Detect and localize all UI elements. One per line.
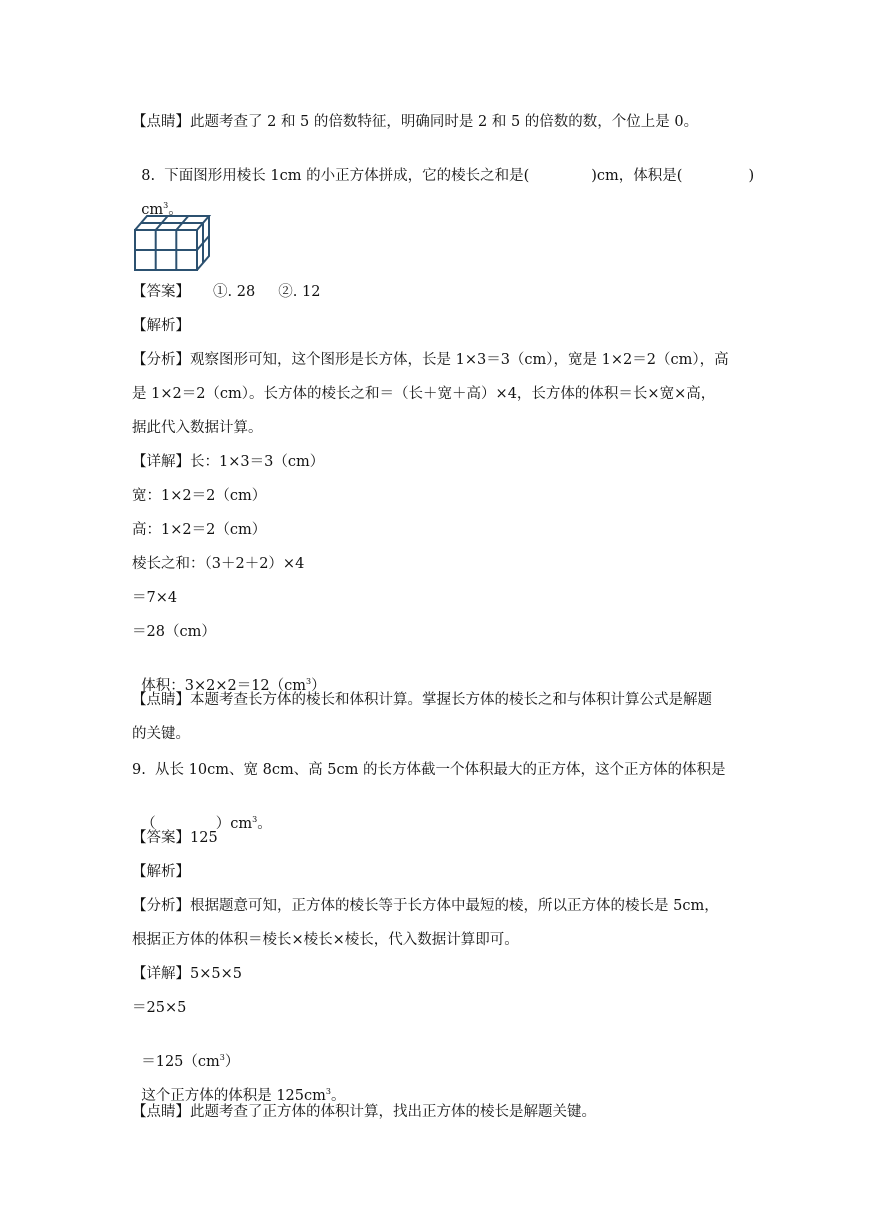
q8-detail-line5: ＝7×4 — [132, 590, 178, 606]
q9-conclusion-text: 这个正方体的体积是 125cm — [141, 1088, 326, 1104]
q9-detail-line2: ＝25×5 — [132, 1000, 187, 1016]
q8-detail-line4: 棱长之和：（3＋2＋2）×4 — [132, 556, 305, 572]
q9-answer: 【答案】125 — [132, 830, 218, 846]
q9-detail-line1: 【详解】5×5×5 — [132, 966, 242, 982]
q9-stem-line1: 9. 从长 10cm、宽 8cm、高 5cm 的长方体截一个体积最大的正方体，这个正方体的体积是 — [132, 762, 726, 778]
q8-volume-close: ） — [311, 678, 326, 694]
q7-tip-line: 【点睛】此题考查了 2 和 5 的倍数特征，明确同时是 2 和 5 的倍数的数，个位上是 0。 — [132, 114, 699, 130]
q8-fenxi-line1: 【分析】观察图形可知，这个图形是长方体，长是 1×3＝3（cm），宽是 1×2＝2（cm），高 — [132, 352, 729, 368]
cuboid-figure — [133, 214, 213, 274]
q8-stem-superscript: 3 — [163, 201, 169, 210]
q8-stem-end: 。 — [168, 202, 183, 218]
q9-fenxi-line2: 根据正方体的体积＝棱长×棱长×棱长，代入数据计算即可。 — [132, 932, 519, 948]
q8-fenxi-line2: 是 1×2＝2（cm）。长方体的棱长之和＝（长＋宽＋高）×4，长方体的体积＝长×宽×高， — [132, 386, 716, 402]
q9-detail-line4 — [132, 1066, 345, 1106]
q8-volume-text: 体积：3×2×2＝12（cm — [141, 678, 307, 694]
q9-stem-end: 。 — [257, 816, 272, 832]
q9-stem-superscript: 3 — [252, 815, 258, 824]
q8-stem-part-a: 8. 下面图形用棱长 1cm 的小正方体拼成，它的棱长之和是( — [141, 168, 530, 184]
q9-analysis-heading: 【解析】 — [132, 864, 190, 880]
q8-tip-line2: 的关键。 — [132, 726, 190, 742]
q8-stem-part-c: ) — [748, 168, 755, 184]
q8-fenxi-line3: 据此代入数据计算。 — [132, 420, 263, 436]
q8-stem-unit: cm — [141, 202, 164, 218]
q8-analysis-heading: 【解析】 — [132, 318, 190, 334]
q8-detail-line6: ＝28（cm） — [132, 624, 216, 640]
q8-detail-line2: 宽：1×2＝2（cm） — [132, 488, 267, 504]
q8-stem-part-b: )cm，体积是( — [591, 168, 683, 184]
q9-result-text: ＝125（cm — [141, 1054, 220, 1070]
q9-result-superscript: 3 — [219, 1053, 225, 1062]
q9-result-close: ） — [224, 1054, 240, 1070]
q8-stem-line1 — [132, 146, 754, 186]
q8-detail-line3: 高：1×2＝2（cm） — [132, 522, 267, 538]
q9-conclusion-end: 。 — [330, 1088, 346, 1104]
q9-stem-open: （ — [141, 816, 156, 832]
q8-detail-line1: 【详解】长：1×3＝3（cm） — [132, 454, 325, 470]
q8-answer: 【答案】 ①. 28 ②. 12 — [132, 284, 321, 300]
q8-tip-line1: 【点睛】本题考查长方体的棱长和体积计算。掌握长方体的棱长之和与体积计算公式是解题 — [132, 692, 712, 708]
q9-conclusion-superscript: 3 — [325, 1087, 331, 1096]
q9-fenxi-line1: 【分析】根据题意可知，正方体的棱长等于长方体中最短的棱，所以正方体的棱长是 5cm， — [132, 898, 719, 914]
q9-stem-unit: ）cm — [215, 816, 253, 832]
q9-tip-line: 【点睛】此题考查了正方体的体积计算，找出正方体的棱长是解题关键。 — [132, 1104, 596, 1120]
q8-volume-superscript: 3 — [306, 677, 312, 686]
